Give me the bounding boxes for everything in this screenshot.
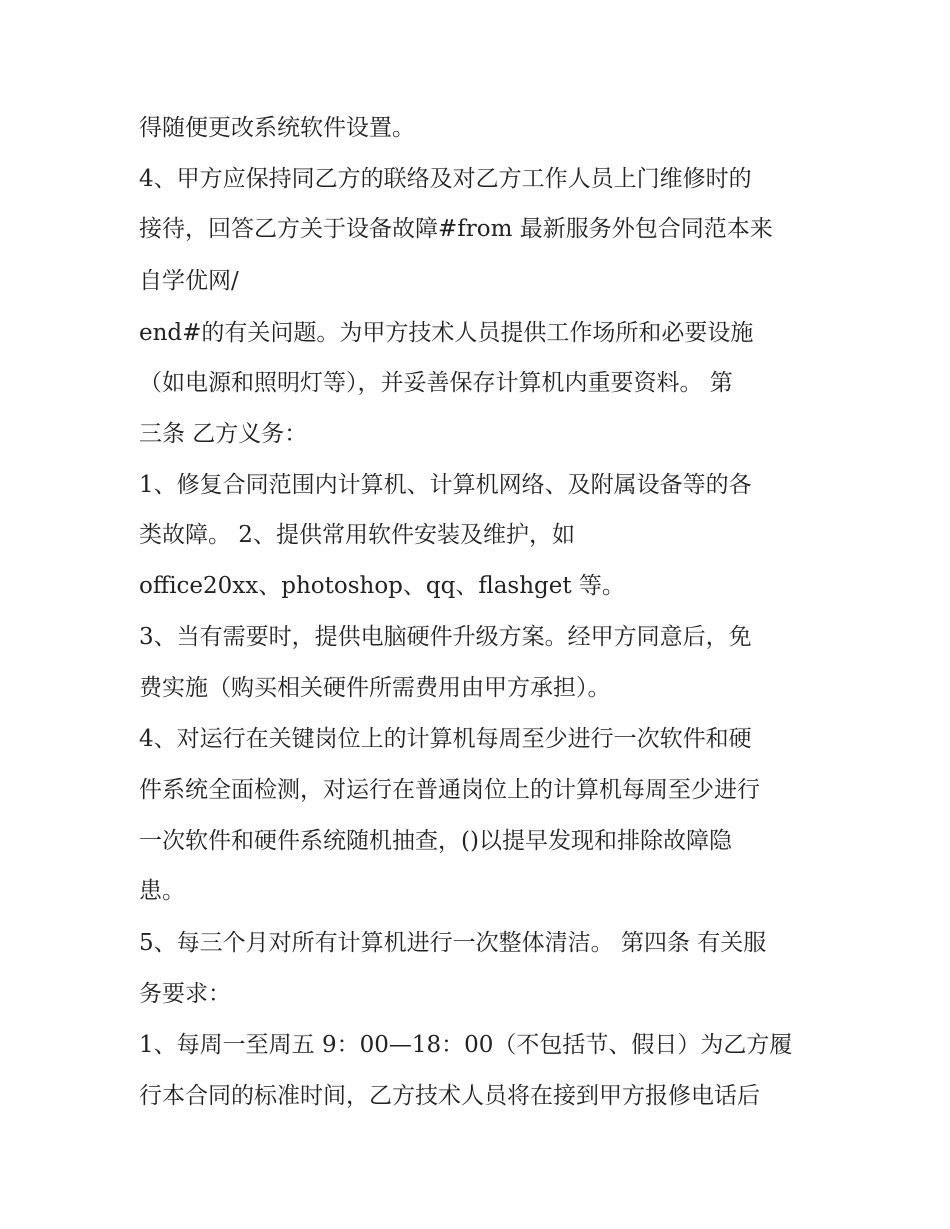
text-line: 4、甲方应保持同乙方的联络及对乙方工作人员上门维修时的 bbox=[139, 166, 752, 192]
text-line: 类故障。 2、提供常用软件安装及维护，如 bbox=[139, 522, 575, 548]
text-line: 5、每三个月对所有计算机进行一次整体清洁。 第四条 有关服 bbox=[139, 930, 767, 956]
text-line: 自学优网/ bbox=[139, 268, 239, 294]
text-line: 1、修复合同范围内计算机、计算机网络、及附属设备等的各 bbox=[139, 472, 752, 498]
text-line: 一次软件和硬件系统随机抽查，()以提早发现和排除故障隐 bbox=[139, 828, 732, 854]
text-line: 件系统全面检测，对运行在普通岗位上的计算机每周至少进行 bbox=[139, 777, 760, 803]
text-line: 1、每周一至周五 9：00—18：00（不包括节、假日）为乙方履 bbox=[139, 1032, 793, 1058]
text-line: office20xx、photoshop、qq、flashget 等。 bbox=[139, 573, 625, 599]
text-line: 患。 bbox=[139, 878, 185, 904]
text-line: 接待，回答乙方关于设备故障#from 最新服务外包合同范本来 bbox=[139, 216, 773, 242]
text-line: 费实施（购买相关硬件所需费用由甲方承担）。 bbox=[139, 675, 611, 701]
text-line: 4、对运行在关键岗位上的计算机每周至少进行一次软件和硬 bbox=[139, 726, 752, 752]
text-line: 行本合同的标准时间，乙方技术人员将在接到甲方报修电话后 bbox=[139, 1083, 760, 1109]
text-line: 务要求： bbox=[139, 981, 231, 1007]
text-line: 得随便更改系统软件设置。 bbox=[139, 115, 415, 141]
text-line: end#的有关问题。为甲方技术人员提供工作场所和必要设施 bbox=[139, 320, 754, 346]
text-line: 三条 乙方义务： bbox=[139, 421, 308, 447]
text-line: （如电源和照明灯等），并妥善保存计算机内重要资料。 第 bbox=[139, 370, 733, 396]
text-line: 3、当有需要时，提供电脑硬件升级方案。经甲方同意后，免 bbox=[139, 624, 752, 650]
